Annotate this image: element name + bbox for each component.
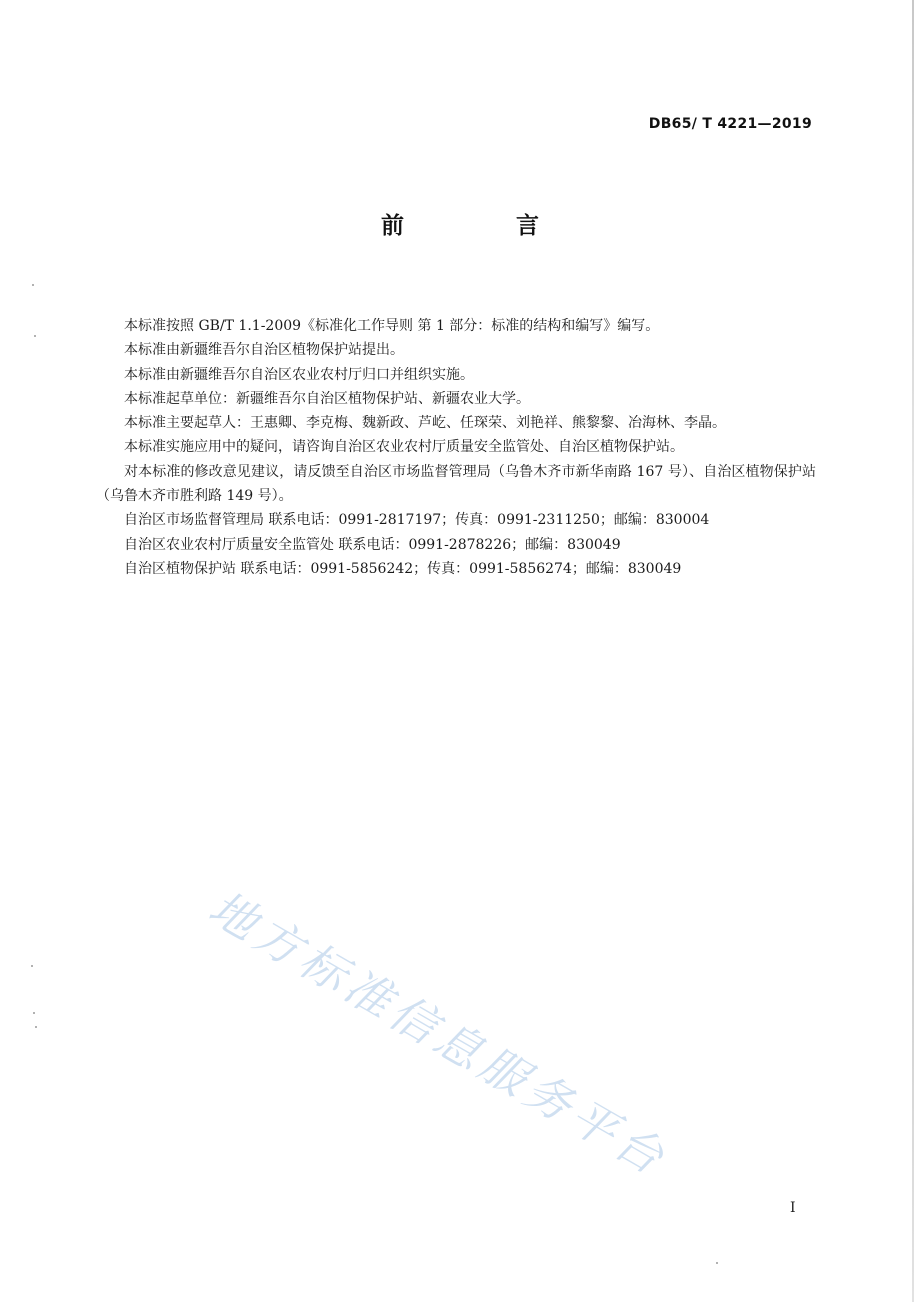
- paragraph-feedback: 对本标准的修改意见建议，请反馈至自治区市场监督管理局（乌鲁木齐市新华南路 167 号）、自治区植物保护站（乌鲁木齐市胜利路 149 号）。: [96, 463, 816, 505]
- paragraph-drafters: 本标准主要起草人：王惠卿、李克梅、魏新政、芦屹、任琛荣、刘艳祥、熊黎黎、冶海林、李晶。: [124, 415, 726, 432]
- contact-market-regulation: 自治区市场监督管理局 联系电话：0991-2817197；传真：0991-2311250；邮编：830004: [124, 512, 710, 529]
- paragraph-administrator: 本标准由新疆维吾尔自治区农业农村厅归口并组织实施。: [124, 366, 474, 383]
- contact-agriculture-dept: 自治区农业农村厅质量安全监管处 联系电话：0991-2878226；邮编：830049: [124, 536, 621, 553]
- foreword-body: [96, 314, 816, 581]
- scan-speck: [716, 1262, 718, 1264]
- page-edge-shadow: [912, 0, 914, 1302]
- standard-code: DB65/ T 4221—2019: [648, 116, 812, 132]
- contact-plant-protection: 自治区植物保护站 联系电话：0991-5856242；传真：0991-5856274；邮编：830049: [124, 560, 682, 577]
- scan-speck: [35, 1026, 37, 1028]
- scan-speck: [34, 335, 36, 337]
- page-number: I: [790, 1200, 796, 1216]
- scan-speck: [31, 965, 33, 967]
- paragraph-proposer: 本标准由新疆维吾尔自治区植物保护站提出。: [124, 342, 404, 359]
- scan-speck: [33, 1012, 35, 1014]
- paragraph-inquiries: 本标准实施应用中的疑问，请咨询自治区农业农村厅质量安全监管处、自治区植物保护站。: [124, 439, 684, 456]
- scan-speck: [32, 284, 34, 286]
- paragraph-compilation: 本标准按照 GB/T 1.1-2009《标准化工作导则 第 1 部分：标准的结构和编写》编写。: [124, 318, 660, 334]
- watermark: 地方标准信息服务平台: [200, 880, 678, 1187]
- paragraph-drafting-units: 本标准起草单位：新疆维吾尔自治区植物保护站、新疆农业大学。: [124, 390, 530, 407]
- page-title: 前 言: [380, 213, 591, 239]
